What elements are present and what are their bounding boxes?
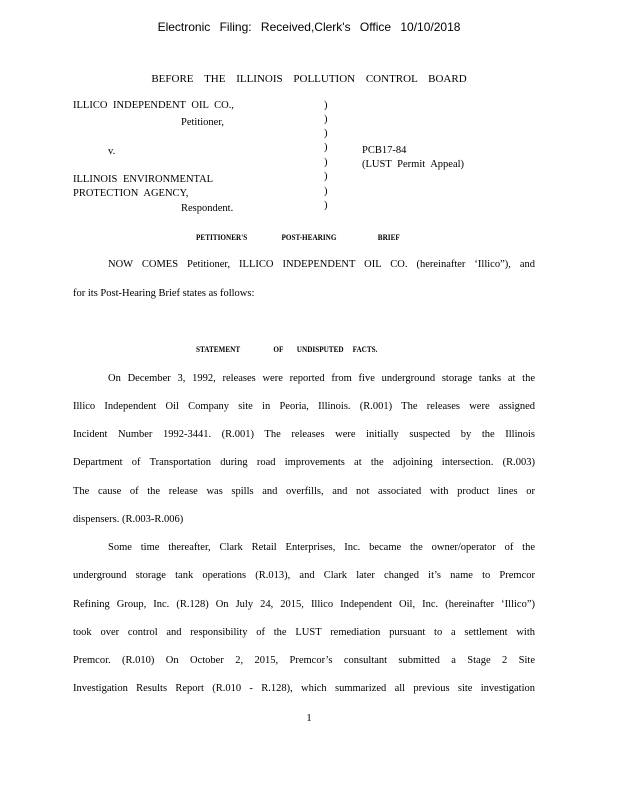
facts-heading-word: FACTS. — [352, 345, 378, 354]
body-line: The cause of the release was spills and overfills, and not associated with product lines or — [73, 486, 535, 497]
caption-bracket: ) — [324, 157, 328, 168]
body-line: Incident Number 1992-3441. (R.001) The releases were initially suspected by the Illinois — [73, 429, 535, 440]
petitioner-name: ILLICO INDEPENDENT OIL CO., — [73, 100, 234, 111]
page-number: 1 — [306, 712, 312, 724]
respondent-name-line1: ILLINOIS ENVIRONMENTAL — [73, 174, 214, 185]
brief-heading — [196, 233, 414, 242]
body-line: dispensers. (R.003-R.006) — [73, 514, 184, 525]
caption-bracket: ) — [324, 200, 328, 211]
caption-bracket: ) — [324, 142, 328, 153]
facts-heading-word: UNDISPUTED — [296, 345, 344, 354]
caption-bracket: ) — [324, 171, 328, 182]
intro-line: for its Post-Hearing Brief states as follows: — [73, 288, 255, 299]
court-title: BEFORE THE ILLINOIS POLLUTION CONTROL BOARD — [151, 73, 467, 85]
versus: v. — [108, 146, 116, 157]
caption-bracket: ) — [324, 100, 328, 111]
brief-heading-word: BRIEF — [377, 233, 400, 242]
facts-heading-word: STATEMENT — [196, 345, 241, 354]
electronic-filing-stamp: Electronic Filing: Received,Clerk's Office 10/10/2018 — [157, 20, 461, 34]
body-line: Refining Group, Inc. (R.128) On July 24, 2015, Illico Independent Oil, Inc. (hereinafter ‘Illico”) — [73, 599, 535, 610]
caption-bracket: ) — [324, 114, 328, 125]
body-line: On December 3, 1992, releases were reported from five underground storage tanks at the — [108, 373, 535, 384]
body-line: Some time thereafter, Clark Retail Enterprises, Inc. became the owner/operator of the — [108, 542, 535, 553]
caption-bracket: ) — [324, 186, 328, 197]
brief-heading-word: PETITIONER'S — [196, 233, 248, 242]
respondent-role: Respondent. — [181, 203, 234, 214]
facts-heading — [196, 345, 377, 354]
case-number: PCB17-84 — [362, 145, 407, 156]
body-line: underground storage tank operations (R.013), and Clark later changed it’s name to Premcor — [73, 570, 535, 581]
body-line: Department of Transportation during road improvements at the adjoining intersection. (R.003) — [73, 457, 535, 468]
body-line: took over control and responsibility of the LUST remediation pursuant to a settlement with — [73, 627, 535, 638]
facts-heading-word: OF — [273, 345, 284, 354]
body-line: Illico Independent Oil Company site in Peoria, Illinois. (R.001) The releases were assigned — [73, 401, 535, 412]
case-type: (LUST Permit Appeal) — [362, 159, 465, 170]
body-line: Investigation Results Report (R.010 - R.128), which summarized all previous site investigation — [73, 683, 535, 694]
brief-heading-word: POST-HEARING — [281, 233, 337, 242]
petitioner-role: Petitioner, — [181, 117, 225, 128]
body-line: Premcor. (R.010) On October 2, 2015, Premcor’s consultant submitted a Stage 2 Site — [73, 655, 535, 666]
caption-bracket: ) — [324, 128, 328, 139]
respondent-name-line2: PROTECTION AGENCY, — [73, 188, 189, 199]
intro-line: NOW COMES Petitioner, ILLICO INDEPENDENT OIL CO. (hereinafter ‘Illico”), and — [108, 259, 535, 270]
